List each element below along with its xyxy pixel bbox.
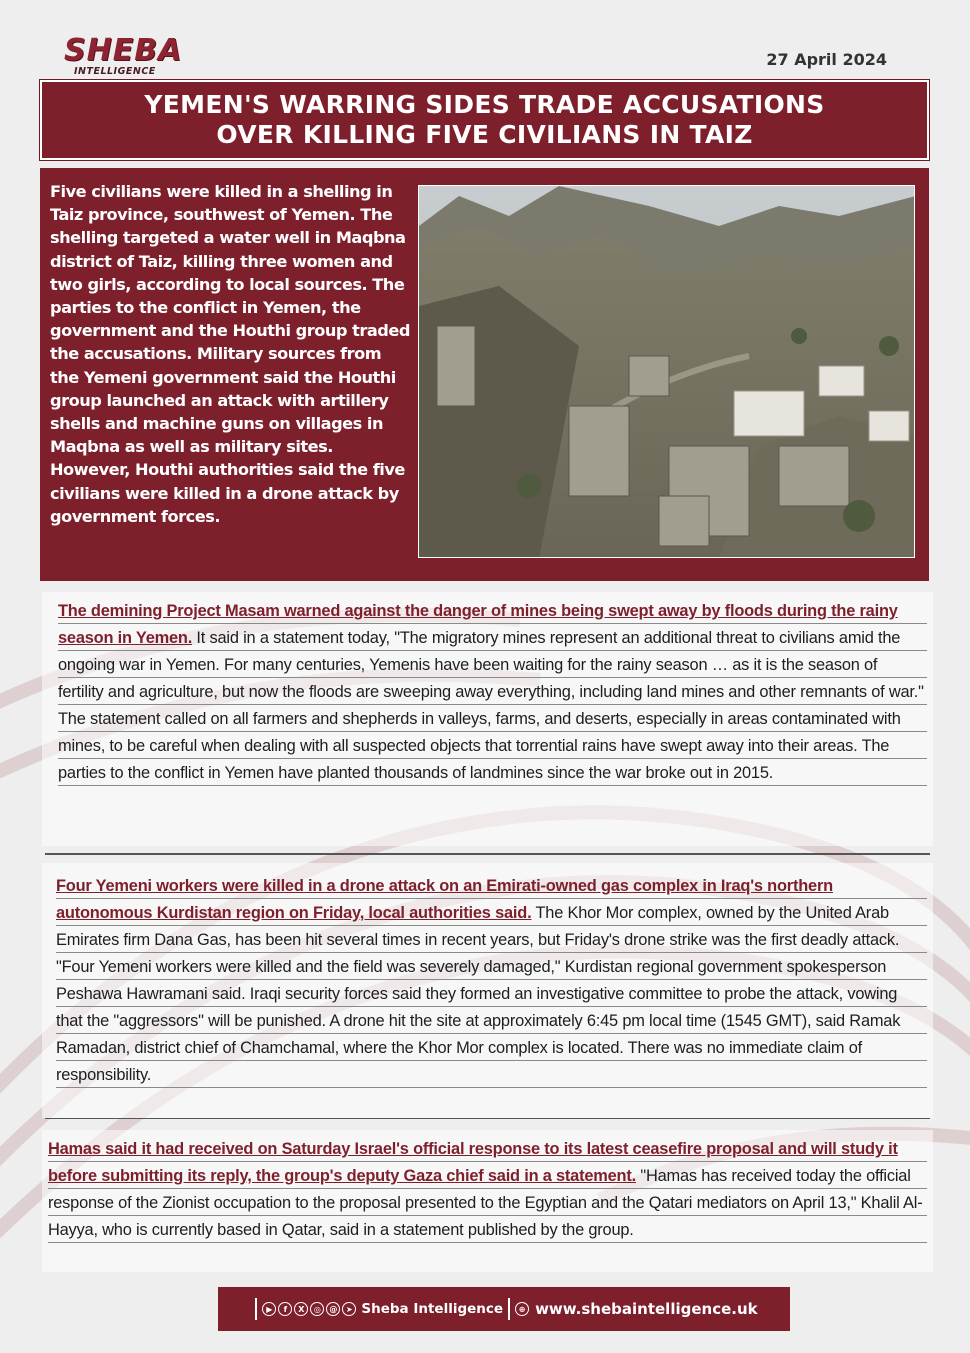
x-icon[interactable]: X [294, 1302, 308, 1316]
sheba-logo [64, 33, 184, 77]
article-headline: Four Yemeni workers were killed in a drone attack on an Emirati-owned gas complex in Iraq's northern autonomous Kurdistan region on Friday, local authorities said. [56, 877, 833, 922]
page-title [105, 90, 865, 150]
logo-main-text: SHEBA [64, 33, 183, 68]
facebook-icon[interactable]: f [278, 1302, 292, 1316]
article-headline: The demining Project Masam warned against the danger of mines being swept away by floods during the rainy season in Yemen. [58, 602, 898, 647]
section-divider [45, 853, 930, 855]
lead-story-photo [418, 185, 915, 558]
issue-date: 27 April 2024 [766, 50, 887, 69]
footer-bar [218, 1287, 790, 1331]
threads-icon[interactable]: @ [326, 1302, 340, 1316]
footer-website-link[interactable]: www.shebaintelligence.uk [535, 1300, 758, 1318]
footer-separator [508, 1298, 510, 1320]
logo-sub-text: INTELLIGENCE [74, 66, 156, 77]
youtube-icon[interactable]: ▶ [262, 1302, 276, 1316]
title-banner [40, 80, 929, 160]
telegram-icon[interactable]: ➤ [342, 1302, 356, 1316]
footer-brand-name: Sheba Intelligence [361, 1301, 504, 1317]
footer-separator [255, 1298, 257, 1320]
title-line-1: YEMEN'S WARRING SIDES TRADE ACCUSATIONS [144, 90, 825, 119]
section-divider [45, 1118, 930, 1119]
article-masam-mines [42, 592, 933, 846]
globe-icon: ⊕ [515, 1302, 529, 1316]
mountain-village-image [419, 186, 915, 558]
article-text [48, 1136, 927, 1244]
lead-story-box [40, 168, 929, 581]
article-body: It said in a statement today, "The migratory mines represent an additional threat to civilians amid the ongoing war in Yemen. For many centuries, Yemenis have been waiting for the rainy season … as it is the season of fertility and agriculture, but now the floods are sweeping away everything, including land mines and other remnants of war." The statement called on all farmers and shepherds in valleys, farms, and deserts, especially in areas contaminated with mines, to be careful when dealing with all suspected objects that torrential rains have swept away into their areas. The parties to the conflict in Yemen have planted thousands of landmines since the war broke out in 2015. [58, 629, 924, 782]
article-khor-mor-attack [42, 863, 933, 1118]
article-text [58, 598, 927, 787]
lead-story-text: Five civilians were killed in a shelling in Taiz province, southwest of Yemen. The shelling targeted a water well in Maqbna district of Taiz, killing three women and two girls, according to local sources. The parties to the conflict in Yemen, the government and the Houthi group traded the accusations. Military sources from the Yemeni government said the Houthi group launched an attack with artillery shells and machine guns on villages in Maqbna as well as military sites. However, Houthi authorities said the five civilians were killed in a drone attack by government forces. [50, 182, 410, 526]
instagram-icon[interactable]: ◎ [310, 1302, 324, 1316]
article-text [56, 873, 927, 1089]
article-body: The Khor Mor complex, owned by the United Arab Emirates firm Dana Gas, has been hit several times in recent years, but Friday's drone strike was the first deadly attack. "Four Yemeni workers were killed and the field was severely damaged," Kurdistan regional government spokesperson Peshawa Hawramani said. Iraqi security forces said they formed an investigative committee to probe the attack, vowing that the "aggressors" will be punished. A drone hit the site at approximately 6:45 pm local time (1545 GMT), said Ramak Ramadan, district chief of Chamchamal, where the Khor Mor complex is located. There was no immediate claim of responsibility. [56, 904, 901, 1084]
article-headline: Hamas said it had received on Saturday Israel's official response to its latest ceasefire proposal and will study it before submitting its reply, the group's deputy Gaza chief said in a statement. [48, 1140, 898, 1185]
title-line-2: OVER KILLING FIVE CIVILIANS IN TAIZ [216, 120, 753, 149]
article-body: "Hamas has received today the official response of the Zionist occupation to the proposal presented to the Egyptian and the Qatari mediators on April 13," Khalil Al-Hayya, who is currently based in Qatar, said in a statement published by the group. [48, 1167, 923, 1239]
article-hamas-ceasefire [42, 1130, 933, 1272]
